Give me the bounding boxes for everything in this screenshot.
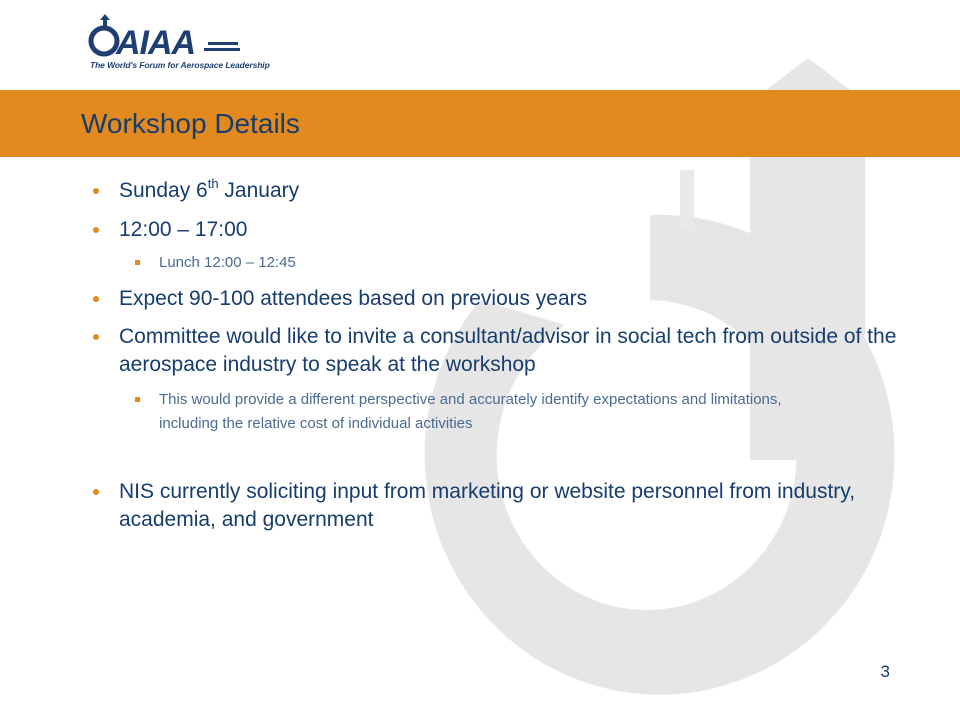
bullet-text-suffix: January: [218, 179, 300, 202]
square-bullet-icon: [135, 260, 140, 265]
square-bullet-icon: [135, 397, 140, 402]
svg-text:AIAA: AIAA: [116, 24, 196, 60]
ordinal-suffix: th: [207, 176, 219, 191]
bullet-dot-icon: [93, 296, 99, 302]
bullet-dot-icon: [93, 227, 99, 233]
bullet-text: NIS currently soliciting input from marketing or website personnel from industry, academia, and government: [119, 480, 856, 531]
bullet-text: Sunday 6: [119, 179, 208, 202]
slide-title: Workshop Details: [81, 108, 300, 139]
subbullet-text: Lunch 12:00 – 12:45: [159, 254, 296, 271]
bullet-dot-icon: [93, 334, 99, 340]
bullet-text: Committee would like to invite a consultant/advisor in social tech from outside of the aerospace industry to speak at the workshop: [119, 325, 897, 376]
bullet-dot-icon: [93, 489, 99, 495]
logo-tagline: The World's Forum for Aerospace Leadership: [90, 60, 270, 70]
page-number: 3: [880, 662, 890, 681]
bullet-dot-icon: [93, 188, 99, 194]
subbullet-text: This would provide a different perspective and accurately identify expectations and limitations, including the relative cost of individual activities: [159, 391, 782, 432]
bullet-text: Expect 90-100 attendees based on previous years: [119, 287, 588, 310]
bullet-text: 12:00 – 17:00: [119, 218, 248, 241]
